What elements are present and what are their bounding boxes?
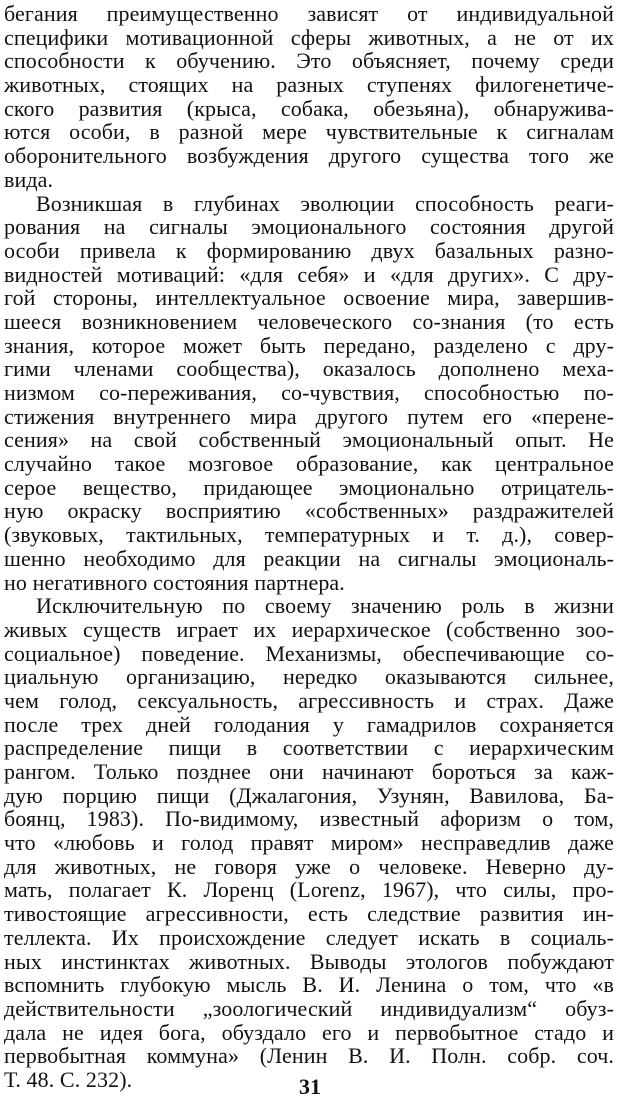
text-line: тивостоящие агрессивности, есть следствие развития ин- — [4, 901, 614, 927]
text-line: ются особи, в разной мере чувствительные к сигналам — [4, 119, 614, 145]
text-line: социальное) поведение. Механизмы, обеспечивающие со- — [4, 640, 614, 666]
text-line: Т. 48. С. 232). — [4, 1066, 133, 1092]
text-line: для животных, не говоря уже о человеке. Неверно ду- — [4, 853, 614, 879]
text-line: ную окраску восприятию «собственных» раздражителей — [4, 498, 614, 524]
text-line: боянц, 1983). По-видимому, известный афоризм о том, — [4, 806, 614, 832]
text-line: дую порцию пищи (Джалагония, Узунян, Вавилова, Ба- — [4, 782, 614, 808]
text-line: вспомнить глубокую мысль В. И. Ленина о том, что «в — [4, 972, 614, 998]
text-line: ных инстинктах животных. Выводы этологов побуждают — [4, 948, 614, 974]
text-line: что «любовь и голод правят миром» несправедлив даже — [4, 830, 614, 856]
text-line: но негативного состояния партнера. — [4, 569, 345, 595]
text-line: первобытная коммуна» (Ленин В. И. Полн. собр. соч. — [4, 1043, 614, 1069]
text-line: серое вещество, придающее эмоционально отрицатель- — [4, 474, 614, 500]
text-line: способности к обучению. Это объясняет, почему среди — [4, 48, 614, 74]
text-line: сения» на свой собственный эмоциональный опыт. Не — [4, 427, 614, 453]
text-line: животных, стоящих на разных ступенях филогенетиче- — [4, 72, 614, 98]
text-line: дала не идея бога, обуздало его и первобытное стадо и — [4, 1019, 614, 1045]
text-line: случайно такое мозговое образование, как центральное — [4, 451, 614, 477]
text-line: специфики мотивационной сферы животных, а не от их — [4, 24, 614, 50]
text-line: мать, полагает К. Лоренц (Lorenz, 1967), что силы, про- — [4, 877, 614, 903]
text-line: действительности „зоологический индивидуализм“ обуз- — [4, 995, 614, 1021]
text-line: гой стороны, интеллектуальное освоение мира, завершив- — [4, 285, 614, 311]
text-line: рангом. Только позднее они начинают бороться за каж- — [4, 759, 614, 784]
text-line: гими членами сообщества), оказалось дополнено меха- — [4, 356, 614, 382]
text-line: рования на сигналы эмоционального состояния другой — [4, 214, 614, 240]
text-line: распределение пищи в соответствии с иерархическим — [4, 735, 614, 761]
text-line: ского развития (крыса, собака, обезьяна), обнаружива- — [4, 95, 614, 121]
text-line: оборонительного возбуждения другого существа того же — [4, 143, 614, 169]
text-line: Исключительную по своему значению роль в жизни — [36, 593, 614, 619]
text-line: видностей мотиваций: «для себя» и «для других». С дру- — [4, 261, 614, 287]
text-line: низмом со-переживания, со-чувствия, способностью по- — [4, 380, 614, 405]
text-line: чем голод, сексуальность, агрессивность и страх. Даже — [4, 687, 614, 713]
text-line: стижения внутреннего мира другого путем его «перене- — [4, 403, 614, 429]
text-line: Возникшая в глубинах эволюции способность реаги- — [36, 190, 614, 216]
text-line: после трех дней голодания у гамадрилов сохраняется — [4, 711, 614, 737]
text-line: шенно необходимо для реакции на сигналы эмоциональ- — [4, 545, 614, 571]
page-number: 31 — [299, 1074, 321, 1099]
text-line: живых существ играет их иерархическое (собственно зоо- — [4, 616, 614, 642]
body-text — [4, 2, 614, 1092]
text-line: (звуковых, тактильных, температурных и т. д.), совер- — [4, 522, 614, 548]
text-line: вида. — [4, 166, 54, 192]
text-line: теллекта. Их происхождение следует искать в социаль- — [4, 924, 614, 950]
text-line: особи привела к формированию двух базальных разно- — [4, 237, 614, 263]
text-line: шееся возникновением человеческого со-знания (то есть — [4, 308, 614, 334]
text-line: бегания преимущественно зависят от индивидуальной — [4, 1, 614, 26]
text-line: знания, которое может быть передано, разделено с дру- — [4, 332, 614, 358]
text-line: циальную организацию, нередко оказываются сильнее, — [4, 664, 614, 690]
